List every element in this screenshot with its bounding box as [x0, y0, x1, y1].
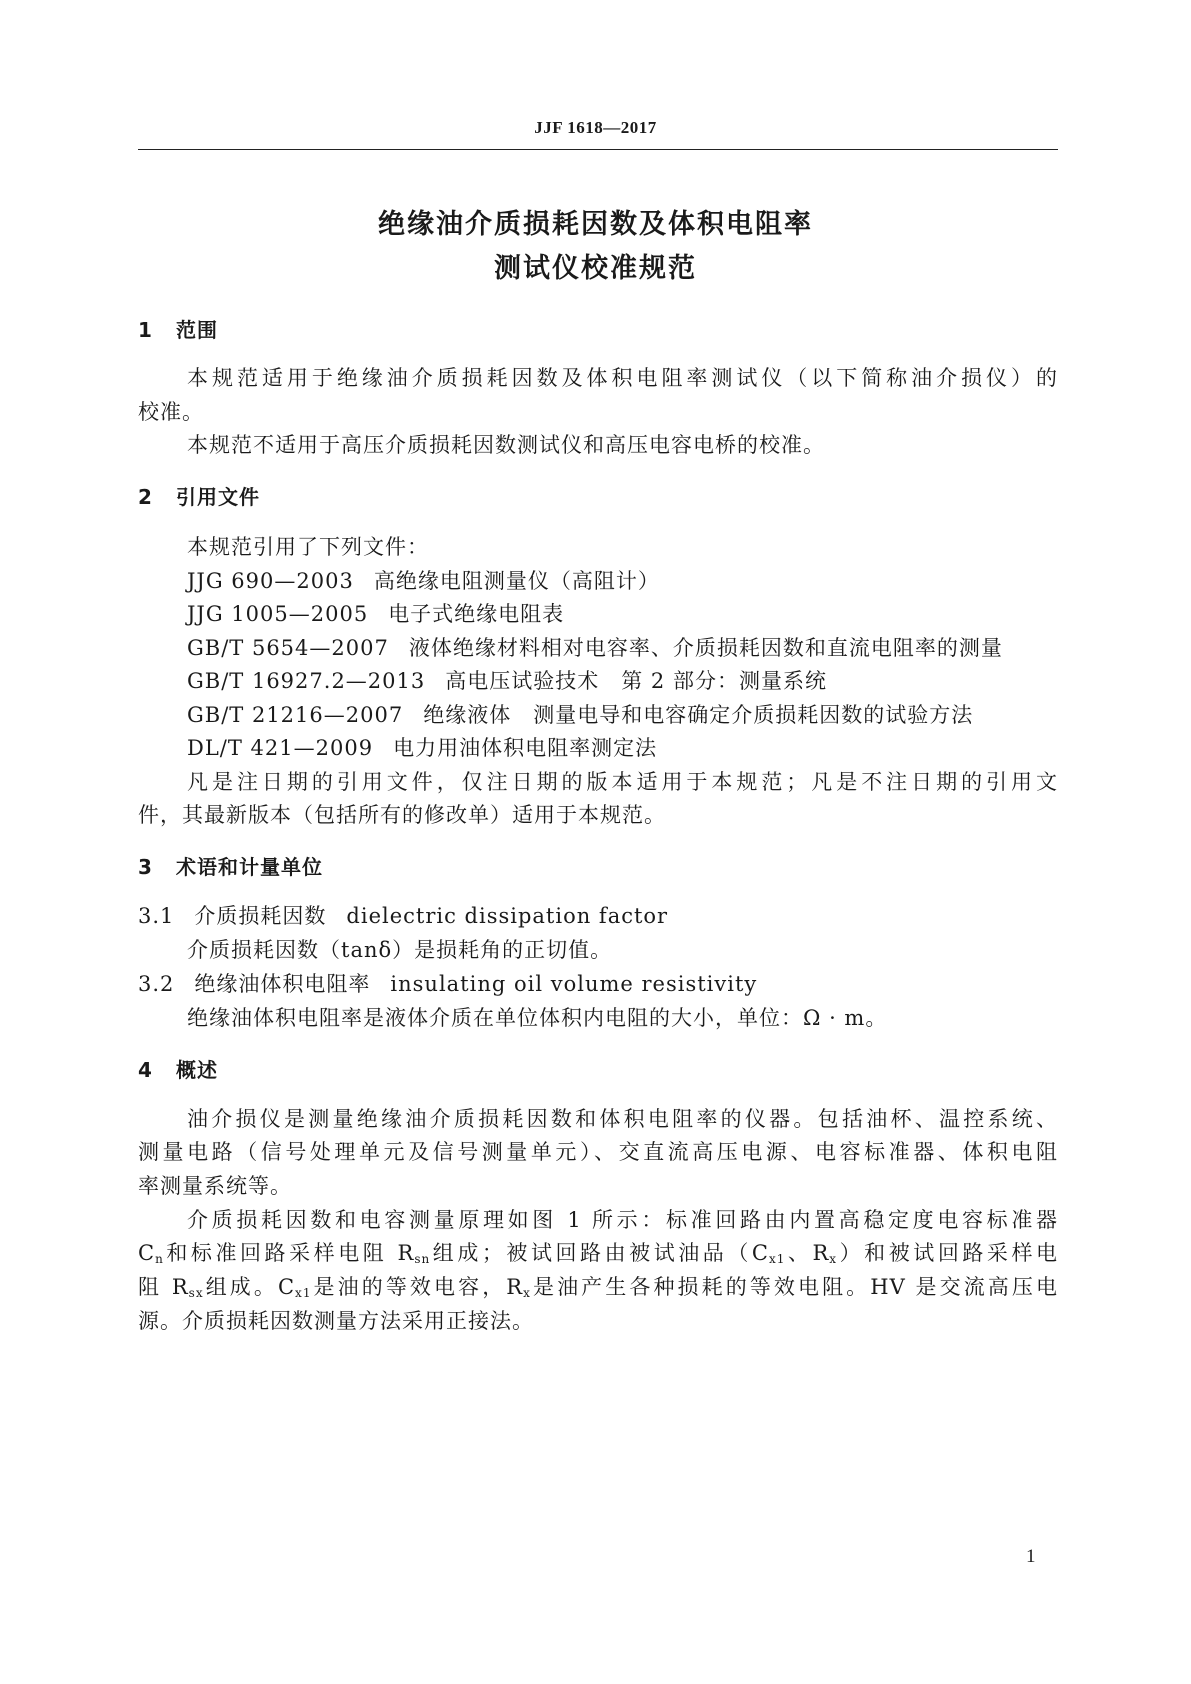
s2-intro: 本规范引用了下列文件：	[187, 535, 429, 559]
section-number: 4	[138, 1058, 153, 1082]
subscript: sn	[414, 1252, 431, 1266]
s4-para2-line1: 介质损耗因数和电容测量原理如图 1 所示：标准回路由内置高稳定度电容标准器	[187, 1208, 1058, 1232]
reference-item	[187, 732, 657, 762]
reference-item	[187, 565, 660, 595]
ref-name: 电力用油体积电阻率测定法	[393, 736, 658, 760]
text-run: 、R	[785, 1241, 830, 1265]
ref-code: JJG 690—2003	[187, 569, 354, 593]
s4-para1-line2: 测量电路（信号处理单元及信号测量单元）、交直流高压电源、电容标准器、体积电阻	[138, 1140, 1058, 1164]
subscript: x	[829, 1252, 838, 1266]
text-run: 阻 R	[138, 1275, 189, 1299]
ref-name: 绝缘液体 测量电导和电容确定介质损耗因数的试验方法	[423, 703, 974, 727]
section-title: 引用文件	[176, 485, 260, 509]
ref-name: 高绝缘电阻测量仪（高阻计）	[373, 569, 660, 593]
s2-note-line1: 凡是注日期的引用文件，仅注日期的版本适用于本规范；凡是不注日期的引用文	[187, 770, 1058, 794]
reference-item	[187, 598, 564, 628]
ref-code: JJG 1005—2005	[187, 602, 369, 626]
reference-item	[187, 665, 827, 695]
text-run: C	[138, 1241, 156, 1265]
term-3-1	[138, 900, 668, 930]
term-3-1-definition: 介质损耗因数（tanδ）是损耗角的正切值。	[187, 938, 613, 962]
ref-code: GB/T 16927.2—2013	[187, 669, 426, 693]
s2-note-line2: 件，其最新版本（包括所有的修改单）适用于本规范。	[138, 803, 666, 827]
section-title: 概述	[176, 1058, 218, 1082]
section-number: 2	[138, 485, 153, 509]
doc-title-line2: 测试仪校准规范	[494, 253, 697, 284]
text-run: ）和被试回路采样电	[837, 1241, 1059, 1265]
s4-para2-line2	[138, 1237, 1058, 1267]
standard-code-header: JJF 1618—2017	[534, 118, 657, 137]
section-number: 3	[138, 855, 153, 879]
ref-code: GB/T 21216—2007	[187, 703, 404, 727]
subscript: n	[155, 1252, 164, 1266]
section-3-heading	[138, 851, 323, 880]
s4-para2-line3	[138, 1271, 1058, 1301]
term-en: dielectric dissipation factor	[346, 904, 669, 928]
subscript: x	[523, 1286, 531, 1300]
term-en: insulating oil volume resistivity	[390, 972, 758, 996]
doc-title-line1: 绝缘油介质损耗因数及体积电阻率	[378, 209, 813, 240]
section-4-heading	[138, 1054, 218, 1083]
ref-code: GB/T 5654—2007	[187, 636, 389, 660]
subscript: x1	[768, 1252, 786, 1266]
section-number: 1	[138, 318, 153, 342]
page-number: 1	[1026, 1546, 1036, 1567]
section-1-heading	[138, 314, 218, 343]
ref-code: DL/T 421—2009	[187, 736, 374, 760]
ref-name: 液体绝缘材料相对电容率、介质损耗因数和直流电阻率的测量	[408, 636, 1003, 660]
header-rule	[138, 149, 1058, 150]
reference-item	[187, 632, 1003, 662]
section-2-heading	[138, 481, 260, 510]
s1-para2: 本规范不适用于高压介质损耗因数测试仪和高压电容电桥的校准。	[187, 433, 825, 457]
s1-para1-line1: 本规范适用于绝缘油介质损耗因数及体积电阻率测试仪（以下简称油介损仪）的	[187, 366, 1058, 390]
text-run: 组成；被试回路由被试油品（C	[430, 1241, 769, 1265]
text-run: 是油产生各种损耗的等效电阻。HV 是交流高压电	[530, 1275, 1058, 1299]
term-3-2	[138, 968, 757, 998]
ref-name: 电子式绝缘电阻表	[388, 602, 565, 626]
text-run: 是油的等效电容，R	[311, 1275, 524, 1299]
ref-name: 高电压试验技术 第 2 部分：测量系统	[445, 669, 827, 693]
term-number: 3.2	[138, 972, 175, 996]
subscript: x1	[295, 1286, 312, 1300]
subscript: sx	[188, 1286, 204, 1300]
s1-para1-line2: 校准。	[138, 400, 204, 424]
text-run: 组成。C	[203, 1275, 296, 1299]
section-title: 术语和计量单位	[176, 855, 323, 879]
s4-para1-line3: 率测量系统等。	[138, 1174, 292, 1198]
text-run: 和标准回路采样电阻 R	[163, 1241, 415, 1265]
s4-para2-line4: 源。介质损耗因数测量方法采用正接法。	[138, 1309, 534, 1333]
term-cn: 绝缘油体积电阻率	[194, 972, 371, 996]
term-cn: 介质损耗因数	[194, 904, 327, 928]
term-number: 3.1	[138, 904, 175, 928]
section-title: 范围	[176, 318, 218, 342]
reference-item	[187, 699, 973, 729]
s4-para1-line1: 油介损仪是测量绝缘油介质损耗因数和体积电阻率的仪器。包括油杯、温控系统、	[187, 1107, 1058, 1131]
term-3-2-definition: 绝缘油体积电阻率是液体介质在单位体积内电阻的大小，单位：Ω · m。	[187, 1006, 888, 1030]
